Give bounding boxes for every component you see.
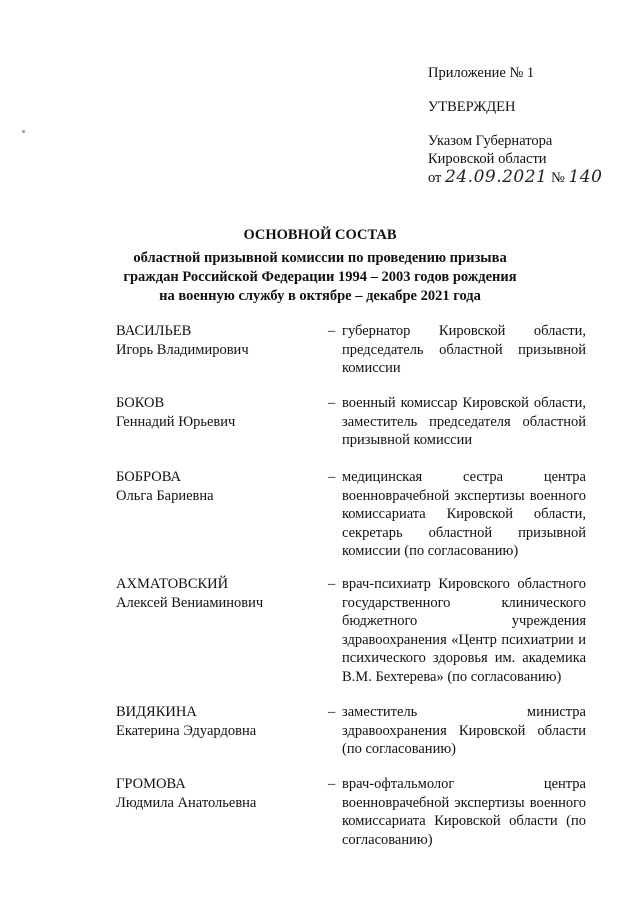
member-name <box>116 468 316 505</box>
number-prefix: № <box>551 170 565 186</box>
title-line-2: граждан Российской Федерации 1994 – 2003 годов рождения <box>123 269 517 285</box>
approved-label: УТВЕРЖДЕН <box>428 99 516 115</box>
member-dash: – <box>328 704 336 720</box>
member-dash: – <box>328 576 336 592</box>
handwritten-date: 24.09.2021 <box>445 167 548 187</box>
scan-speck <box>22 130 25 133</box>
member-role: губернатор Кировской области, председатель областной призывной комиссии <box>342 323 586 376</box>
document-title <box>60 226 580 306</box>
member-surname: БОКОВ <box>116 395 165 411</box>
member-dash: – <box>328 323 336 339</box>
from-prefix: от <box>428 170 442 186</box>
handwritten-number: 140 <box>568 167 603 187</box>
member-name <box>116 394 316 431</box>
member-name <box>116 775 316 812</box>
member-given-name: Екатерина Эдуардовна <box>116 722 257 739</box>
title-line-1: областной призывной комиссии по проведению призыва <box>133 250 507 266</box>
decree-line-2: Кировской области <box>428 151 547 167</box>
title-line-3: на военную службу в октябре – декабре 2021 года <box>159 288 481 304</box>
member-surname: АХМАТОВСКИЙ <box>116 576 229 592</box>
member-name <box>116 703 316 740</box>
member-name <box>116 575 316 612</box>
member-surname: БОБРОВА <box>116 469 181 485</box>
decree-date-line <box>428 168 602 187</box>
member-role: заместитель министра здравоохранения Кировской области (по согласованию) <box>342 704 586 757</box>
member-role: медицинская сестра центра военноврачебной экспертизы военного комиссариата Кировской области, секретарь областной призывной комиссии (по согласованию) <box>342 469 586 559</box>
member-role: военный комиссар Кировской области, заместитель председателя областной призывной комиссии <box>342 395 586 448</box>
member-given-name: Ольга Бариевна <box>116 487 214 504</box>
member-surname: ГРОМОВА <box>116 776 186 792</box>
decree-line-1: Указом Губернатора <box>428 133 553 149</box>
member-given-name: Геннадий Юрьевич <box>116 413 236 430</box>
member-given-name: Алексей Вениаминович <box>116 594 264 611</box>
member-given-name: Людмила Анатольевна <box>116 794 257 811</box>
member-role: врач-психиатр Кировского областного государственного клинического бюджетного учреждения здравоохранения «Центр психиатрии и психического здоровья им. академика В.М. Бехтерева» (по согласованию) <box>342 576 586 685</box>
member-surname: ВИДЯКИНА <box>116 704 197 720</box>
appendix-label: Приложение № 1 <box>428 65 535 81</box>
member-role: врач-офтальмолог центра военноврачебной экспертизы военного комиссариата Кировской области (по согласованию) <box>342 776 586 848</box>
title-main: ОСНОВНОЙ СОСТАВ <box>243 227 397 243</box>
member-dash: – <box>328 776 336 792</box>
member-dash: – <box>328 469 336 485</box>
member-name <box>116 322 316 359</box>
document-header <box>428 64 602 187</box>
member-dash: – <box>328 395 336 411</box>
member-given-name: Игорь Владимирович <box>116 341 249 358</box>
member-surname: ВАСИЛЬЕВ <box>116 323 192 339</box>
